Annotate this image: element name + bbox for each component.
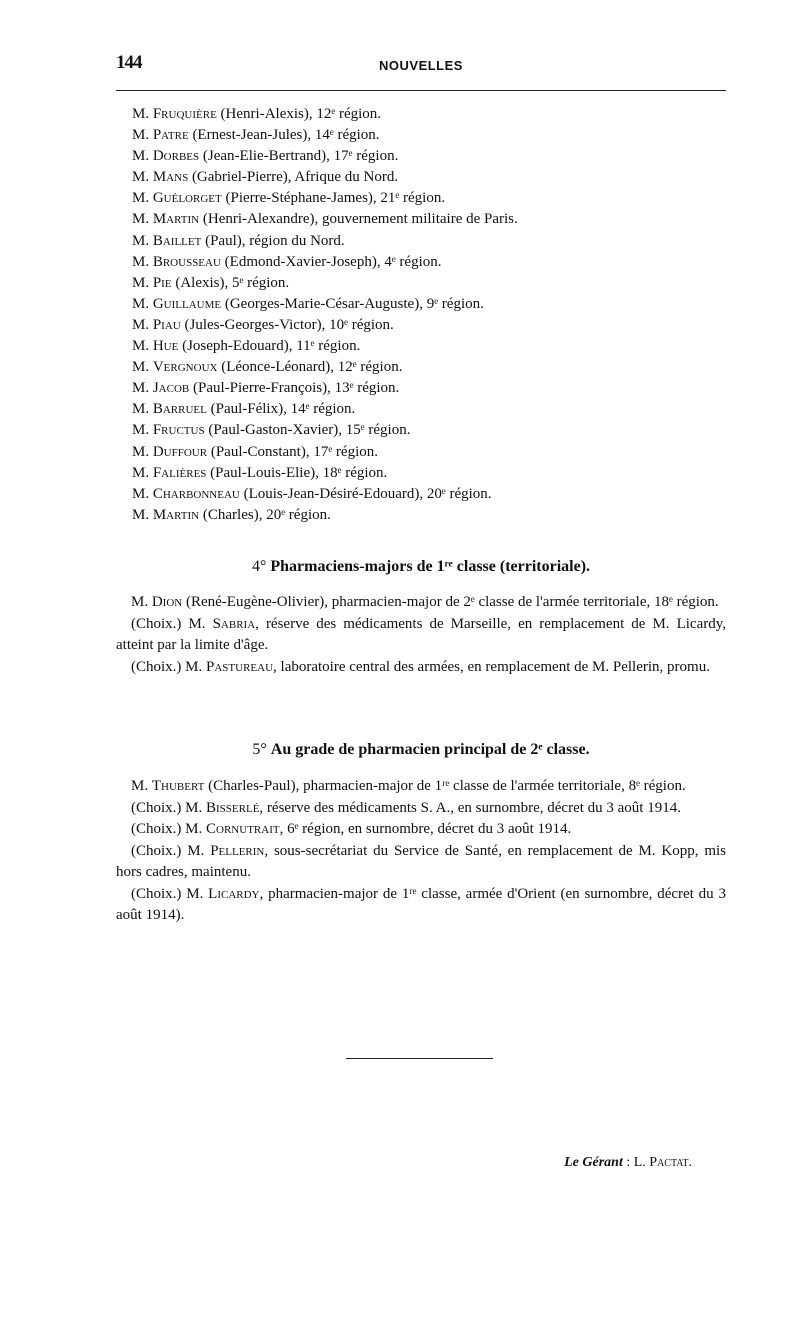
person-name: Guélorget [152,190,222,207]
list-item: M. Falières (Paul-Louis-Elie), 18ᵉ région. [132,464,388,481]
person-details: (Pierre-Stéphane-James), 21ᵉ région. [221,190,446,207]
list-item: M. Piau (Jules-Georges-Victor), 10ᵉ région. [132,316,394,333]
person-name: Charbonneau [152,485,240,502]
list-item: M. Martin (Henri-Alexandre), gouvernement militaire de Paris. [132,211,518,228]
paragraph-text: , laboratoire central des armées, en remplacement de M. Pellerin, promu. [273,658,710,675]
choice-prefix: (Choix.) [131,842,188,859]
paragraph-text: , réserve des médicaments de Marseille, en remplacement de M. Licardy, atteint par la limite d'âge. [116,615,726,653]
list-item: M. Duffour (Paul-Constant), 17ᵉ région. [132,443,378,460]
person-name: Fruquière [152,106,217,122]
paragraph: M. Dion (René-Eugène-Olivier), pharmacien-major de 2ᵉ classe de l'armée territoriale, 18ᵉ région. [131,594,719,610]
section-title: Au grade de pharmacien principal de 2ᵉ classe. [270,741,590,758]
person-name: Dion [151,594,183,610]
list-item: M. Guélorget (Pierre-Stéphane-James), 21ᵉ région. [132,190,446,207]
choice-prefix: (Choix.) [131,615,189,632]
person-details: (Paul-Pierre-François), 13ᵉ région. [189,380,400,397]
signature [564,1155,692,1171]
person-details: (Gabriel-Pierre), Afrique du Nord. [188,169,399,186]
paragraph: M. Thubert (Charles-Paul), pharmacien-major de 1ʳᵉ classe de l'armée territoriale, 8ᵉ région. [131,778,686,794]
person-name: Pellerin [210,842,265,859]
choice-prefix: (Choix.) [131,885,187,902]
person-details: (Paul-Gaston-Xavier), 15ᵉ région. [204,422,411,439]
list-item: M. Guillaume (Georges-Marie-César-Auguste), 9ᵉ région. [132,295,484,312]
choice-prefix: (Choix.) [131,799,186,816]
person-details: (Alexis), 5ᵉ région. [171,274,290,291]
list-item: M. Charbonneau (Louis-Jean-Désiré-Edouard), 20ᵉ région. [132,485,492,502]
person-name: Martin [152,506,200,523]
person-name: Patre [152,127,189,144]
person-details: (Charles), 20ᵉ région. [199,506,331,523]
signature-separator: : [622,1155,634,1170]
list-item: M. Mans (Gabriel-Pierre), Afrique du Nord. [132,169,399,186]
paragraph-text: (Charles-Paul), pharmacien-major de 1ʳᵉ classe de l'armée territoriale, 8ᵉ région. [204,778,686,794]
person-name: Vergnoux [152,359,218,376]
paragraph-text: , sous-secrétariat du Service de Santé, en remplacement de M. Kopp, mis hors cadres, maintenu. [116,842,726,880]
running-title: NOUVELLES [379,58,463,73]
paragraph: (Choix.) M. Cornutrait, 6ᵉ région, en surnombre, décret du 3 août 1914. [131,821,572,837]
paragraph-text: (René-Eugène-Olivier), pharmacien-major de 2ᵉ classe de l'armée territoriale, 18ᵉ région. [182,594,719,610]
person-details: (Paul-Félix), 14ᵉ région. [206,401,356,418]
page-header [116,52,726,80]
person-name: Licardy [208,885,260,902]
list-item: M. Vergnoux (Léonce-Léonard), 12ᵉ région. [132,359,403,376]
list-item: M. Fructus (Paul-Gaston-Xavier), 15ᵉ région. [132,422,411,439]
section-title: Pharmaciens-majors de 1ʳᵉ classe (territoriale). [270,558,591,575]
person-name: Cornutrait [206,821,280,837]
section-number: 5° [252,741,267,758]
person-name: Bisserlé [206,799,260,816]
list-item: M. Martin (Charles), 20ᵉ région. [132,506,331,523]
person-name: Baillet [152,232,202,249]
list-item: M. Hue (Joseph-Edouard), 11ᵉ région. [132,338,361,355]
person-name: Martin [152,211,200,228]
person-details: (Henri-Alexandre), gouvernement militaire de Paris. [199,211,518,228]
choice-prefix: (Choix.) [131,658,186,675]
person-name: Pasturеau [206,658,274,675]
list-item: M. Patre (Ernest-Jean-Jules), 14ᵉ région. [132,127,380,144]
section-5-body [116,776,726,927]
person-details: (Edmond-Xavier-Joseph), 4ᵉ région. [220,253,442,270]
person-name: Thubert [151,778,205,794]
end-rule [346,1058,493,1059]
paragraph: (Choix.) M. Sabria, réserve des médicaments de Marseille, en remplacement de M. Licardy, atteint par la limite d'âge. [116,615,726,653]
person-name: Jacob [152,380,190,397]
list-item: M. Baillet (Paul), région du Nord. [132,232,345,249]
person-details: (Louis-Jean-Désiré-Edouard), 20ᵉ région. [239,485,492,502]
signature-role: Le Gérant [564,1155,623,1170]
person-details: (Georges-Marie-César-Auguste), 9ᵉ région. [221,295,484,312]
person-details: (Joseph-Edouard), 11ᵉ région. [178,338,361,355]
person-name: Dorbes [152,148,200,165]
person-details: (Jean-Elie-Bertrand), 17ᵉ région. [199,148,399,165]
person-name: Brousseau [152,253,221,270]
list-item: M. Fruquière (Henri-Alexis), 12ᵉ région. [132,106,382,122]
header-rule [116,90,726,91]
paragraph-text: , 6ᵉ région, en surnombre, décret du 3 août 1914. [279,821,572,837]
signature-name: L. Pactat. [633,1155,692,1170]
section-4-body [116,592,726,678]
list-item: M. Barruel (Paul-Félix), 14ᵉ région. [132,401,356,418]
section-number: 4° [251,558,267,575]
list-item: M. Brousseau (Edmond-Xavier-Joseph), 4ᵉ région. [132,253,442,270]
person-details: (Léonce-Léonard), 12ᵉ région. [217,359,403,376]
person-details: (Paul-Constant), 17ᵉ région. [207,443,378,460]
person-name: Barruel [152,401,207,418]
person-details: (Paul-Louis-Elie), 18ᵉ région. [206,464,388,481]
person-name: Sabria [212,615,256,632]
paragraph-text: , réserve des médicaments S. A., en surnombre, décret du 3 août 1914. [259,799,681,816]
page-number: 144 [116,52,142,73]
promotions-list [132,104,732,526]
person-details: (Paul), région du Nord. [201,232,345,249]
person-details: (Jules-Georges-Victor), 10ᵉ région. [180,316,394,333]
person-details: (Ernest-Jean-Jules), 14ᵉ région. [188,127,380,144]
paragraph: (Choix.) M. Pasturеau, laboratoire central des armées, en remplacement de M. Pellerin, promu. [131,658,710,675]
choice-prefix: (Choix.) [131,821,186,837]
paragraph: (Choix.) M. Bisserlé, réserve des médicaments S. A., en surnombre, décret du 3 août 1914. [131,799,681,816]
paragraph: (Choix.) M. Pellerin, sous-secrétariat du Service de Santé, en remplacement de M. Kopp, mis hors cadres, maintenu. [116,842,726,880]
person-name: Falières [152,464,207,481]
section-5-heading [116,741,726,759]
list-item: M. Dorbes (Jean-Elie-Bertrand), 17ᵉ région. [132,148,399,165]
person-name: Hue [152,338,179,355]
section-4-heading [116,558,726,576]
person-name: Pie [152,274,172,291]
person-details: (Henri-Alexis), 12ᵉ région. [216,106,382,122]
person-name: Guillaume [152,295,222,312]
person-name: Mans [152,169,189,186]
person-name: Piau [152,316,181,333]
list-item: M. Jacob (Paul-Pierre-François), 13ᵉ région. [132,380,400,397]
person-name: Duffour [152,443,208,460]
paragraph: (Choix.) M. Licardy, pharmacien-major de 1ʳᵉ classe, armée d'Orient (en surnombre, décret du 3 août 1914). [116,885,726,923]
paragraph-text: , pharmacien-major de 1ʳᵉ classe, armée d'Orient (en surnombre, décret du 3 août 1914). [116,885,726,923]
person-name: Fructus [152,422,205,439]
list-item: M. Pie (Alexis), 5ᵉ région. [132,274,290,291]
